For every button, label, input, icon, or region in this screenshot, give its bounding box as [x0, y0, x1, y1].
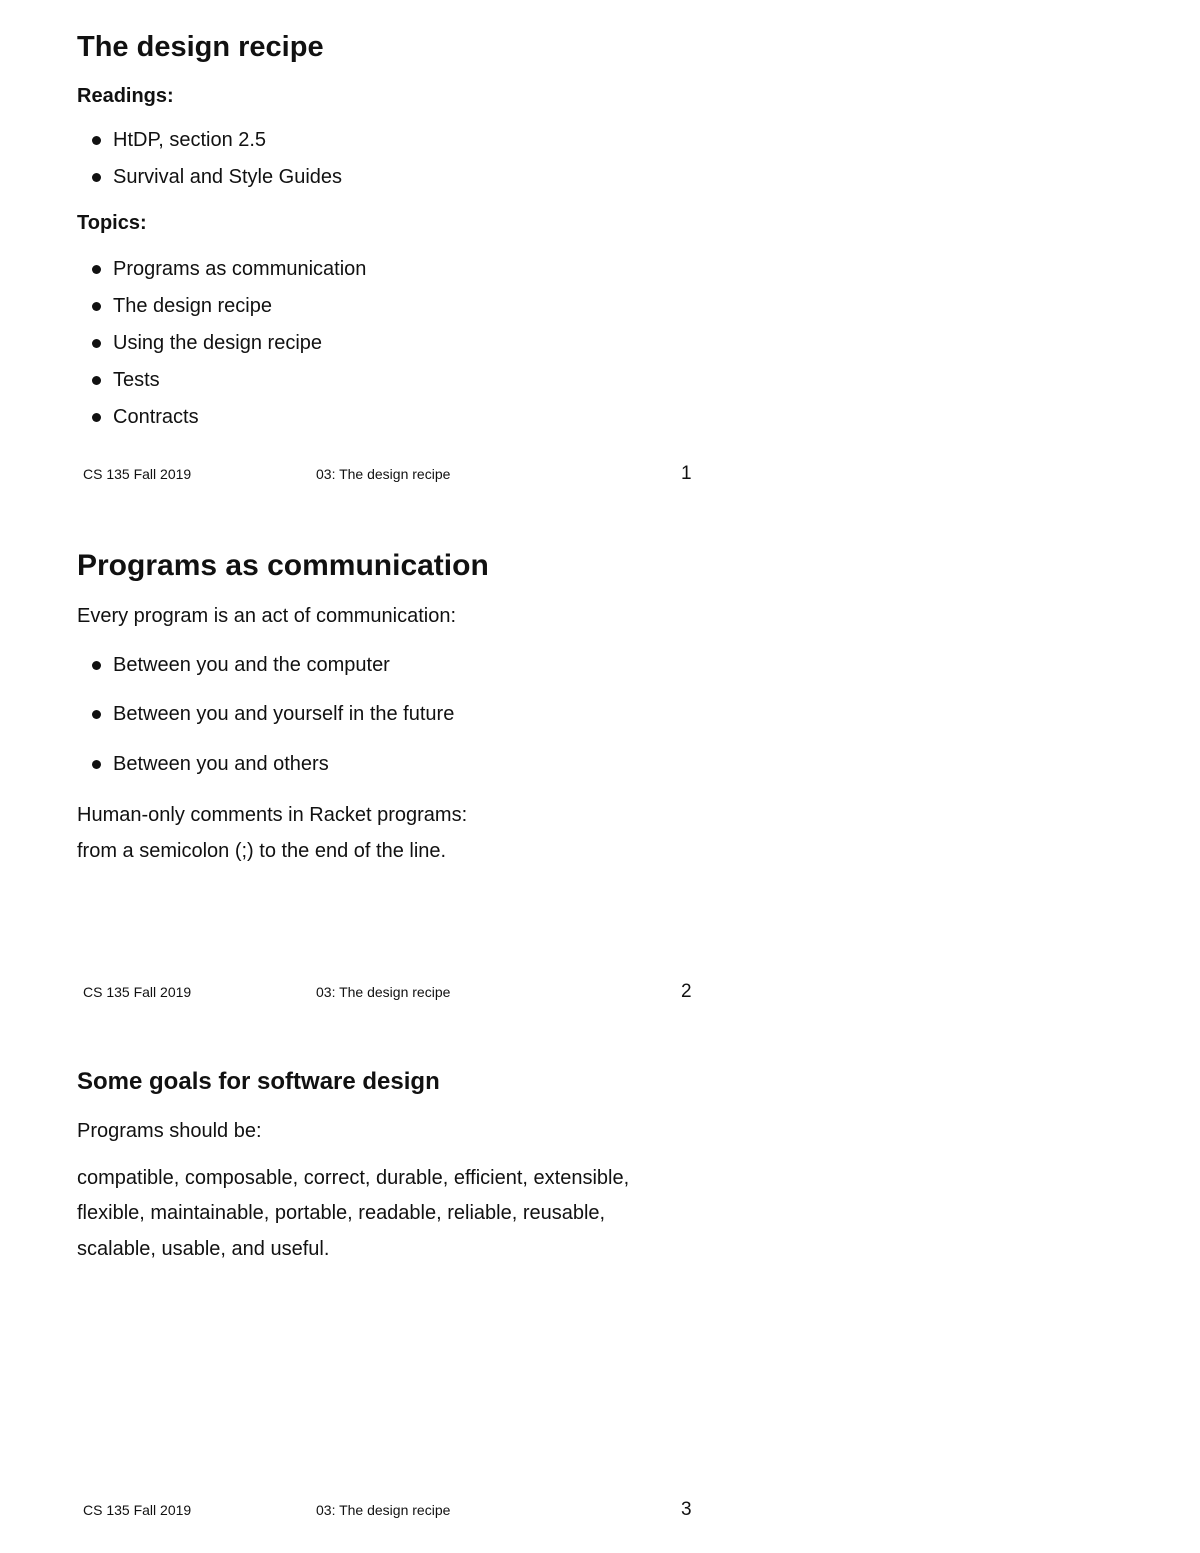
page-number: 1: [681, 463, 692, 484]
list-item-text: The design recipe: [113, 295, 272, 317]
list-item-text: Between you and yourself in the future: [113, 703, 455, 725]
readings-label: Readings:: [77, 85, 174, 107]
topics-label: Topics:: [77, 212, 147, 234]
list-item-text: Contracts: [113, 406, 199, 428]
list-item-text: Survival and Style Guides: [113, 166, 343, 188]
list-item-text: Using the design recipe: [113, 332, 323, 354]
footer-topic: 03: The design recipe: [316, 984, 451, 1000]
bullet-icon: [92, 339, 101, 348]
list-item: [92, 369, 160, 392]
list-item: [92, 332, 322, 355]
list-item-text: Programs as communication: [113, 258, 367, 280]
list-item: [92, 406, 199, 429]
list-item: [92, 258, 366, 281]
footer-course: CS 135 Fall 2019: [83, 984, 192, 1000]
bullet-icon: [92, 376, 101, 385]
intro-text: Programs should be:: [77, 1120, 262, 1142]
slide-footer: [0, 463, 1200, 490]
bullet-icon: [92, 136, 101, 145]
slide-footer: [0, 981, 1200, 1008]
bullet-icon: [92, 302, 101, 311]
goals-text-line-3: scalable, usable, and useful.: [77, 1238, 330, 1260]
bullet-icon: [92, 265, 101, 274]
slide-3: [0, 1036, 1200, 1553]
footer-topic: 03: The design recipe: [316, 1502, 451, 1518]
slide-1: [0, 0, 1200, 518]
slide-footer: [0, 1499, 1200, 1526]
list-item: [92, 166, 342, 189]
footer-course: CS 135 Fall 2019: [83, 466, 192, 482]
slide-2: [0, 518, 1200, 1036]
footer-course: CS 135 Fall 2019: [83, 1502, 192, 1518]
list-item-text: HtDP, section 2.5: [113, 129, 267, 151]
intro-text: Every program is an act of communication:: [77, 605, 457, 627]
slide-title: The design recipe: [77, 31, 324, 63]
list-item: [92, 654, 390, 677]
bullet-icon: [92, 661, 101, 670]
goals-text-line-1: compatible, composable, correct, durable, efficient, extensible,: [77, 1167, 630, 1189]
list-item: [92, 295, 272, 318]
page-number: 2: [681, 981, 692, 1002]
comment-text-line-1: Human-only comments in Racket programs:: [77, 804, 468, 826]
slide-title: Some goals for software design: [77, 1068, 440, 1095]
bullet-icon: [92, 413, 101, 422]
list-item: [92, 753, 329, 776]
list-item-text: Between you and the computer: [113, 654, 390, 676]
bullet-icon: [92, 710, 101, 719]
bullet-icon: [92, 760, 101, 769]
page-number: 3: [681, 1499, 692, 1520]
list-item: [92, 703, 454, 726]
footer-topic: 03: The design recipe: [316, 466, 451, 482]
slide-title: Programs as communication: [77, 549, 489, 582]
list-item-text: Tests: [113, 369, 160, 391]
list-item: [92, 129, 266, 152]
comment-text-line-2: from a semicolon (;) to the end of the line.: [77, 840, 447, 862]
goals-text-line-2: flexible, maintainable, portable, readable, reliable, reusable,: [77, 1202, 606, 1224]
list-item-text: Between you and others: [113, 753, 329, 775]
bullet-icon: [92, 173, 101, 182]
